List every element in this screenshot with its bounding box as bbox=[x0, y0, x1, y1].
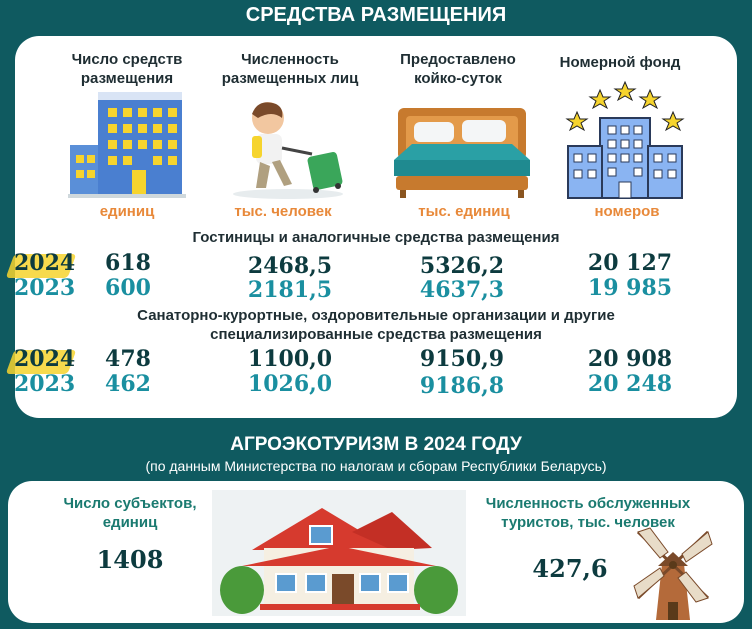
value-bed-days-2024: 5326,2 bbox=[419, 253, 505, 279]
year-label: 2023 bbox=[14, 371, 76, 397]
value-bed-days-2023: 4637,3 bbox=[419, 277, 505, 303]
agro-tourists-title: Численность обслуженных туристов, тыс. человек bbox=[485, 495, 691, 531]
value-room-stock-2023: 19 985 bbox=[587, 275, 673, 301]
section-title-sanatoriums: Санаторно-курортные, оздоровительные организации и другие специализированные средства размещения bbox=[137, 307, 615, 343]
value-establishments-2024: 478 bbox=[105, 346, 151, 372]
column-title-bed-days: Предоставлено койко-суток bbox=[400, 51, 516, 87]
windmill-icon bbox=[628, 524, 718, 620]
year-label: 2023 bbox=[14, 275, 76, 301]
agro-subjects-value: 1408 bbox=[96, 545, 164, 574]
value-guests-2023: 1026,0 bbox=[247, 371, 333, 397]
farmhouse-icon bbox=[212, 490, 466, 616]
value-establishments-2023: 462 bbox=[105, 371, 151, 397]
section-title-hotels: Гостиницы и аналогичные средства размещения bbox=[192, 229, 560, 246]
traveler-icon bbox=[228, 96, 358, 200]
value-room-stock-2024: 20 127 bbox=[587, 250, 673, 276]
value-establishments-2023: 600 bbox=[105, 275, 151, 301]
column-title-room-stock: Номерной фонд bbox=[559, 54, 681, 71]
page-title: СРЕДСТВА РАЗМЕЩЕНИЯ bbox=[245, 4, 507, 26]
value-guests-2024: 1100,0 bbox=[247, 346, 333, 372]
value-establishments-2024: 618 bbox=[105, 250, 151, 276]
value-room-stock-2023: 20 248 bbox=[587, 371, 673, 397]
value-guests-2023: 2181,5 bbox=[247, 277, 333, 303]
value-room-stock-2024: 20 908 bbox=[587, 346, 673, 372]
year-label: 2024 bbox=[14, 250, 76, 276]
year-label: 2024 bbox=[14, 346, 76, 372]
unit-label: номеров bbox=[594, 203, 660, 220]
value-bed-days-2024: 9150,9 bbox=[419, 346, 505, 372]
hotel-stars-icon bbox=[562, 78, 688, 200]
bed-icon bbox=[392, 100, 532, 200]
column-title-establishments: Число средств размещения bbox=[71, 51, 183, 87]
column-title-guests: Численность размещенных лиц bbox=[221, 51, 359, 87]
value-guests-2024: 2468,5 bbox=[247, 253, 333, 279]
building-icon bbox=[68, 90, 188, 200]
value-bed-days-2023: 9186,8 bbox=[419, 373, 505, 399]
agro-title: АГРОЭКОТУРИЗМ В 2024 ГОДУ bbox=[230, 434, 522, 455]
unit-label: единиц bbox=[99, 203, 155, 220]
agro-subjects-title: Число субъектов, единиц bbox=[63, 495, 197, 531]
unit-label: тыс. человек bbox=[234, 203, 332, 220]
agro-subtitle: (по данным Министерства по налогам и сборам Республики Беларусь) bbox=[145, 458, 607, 474]
agro-tourists-value: 427,6 bbox=[532, 554, 608, 583]
unit-label: тыс. единиц bbox=[418, 203, 510, 220]
